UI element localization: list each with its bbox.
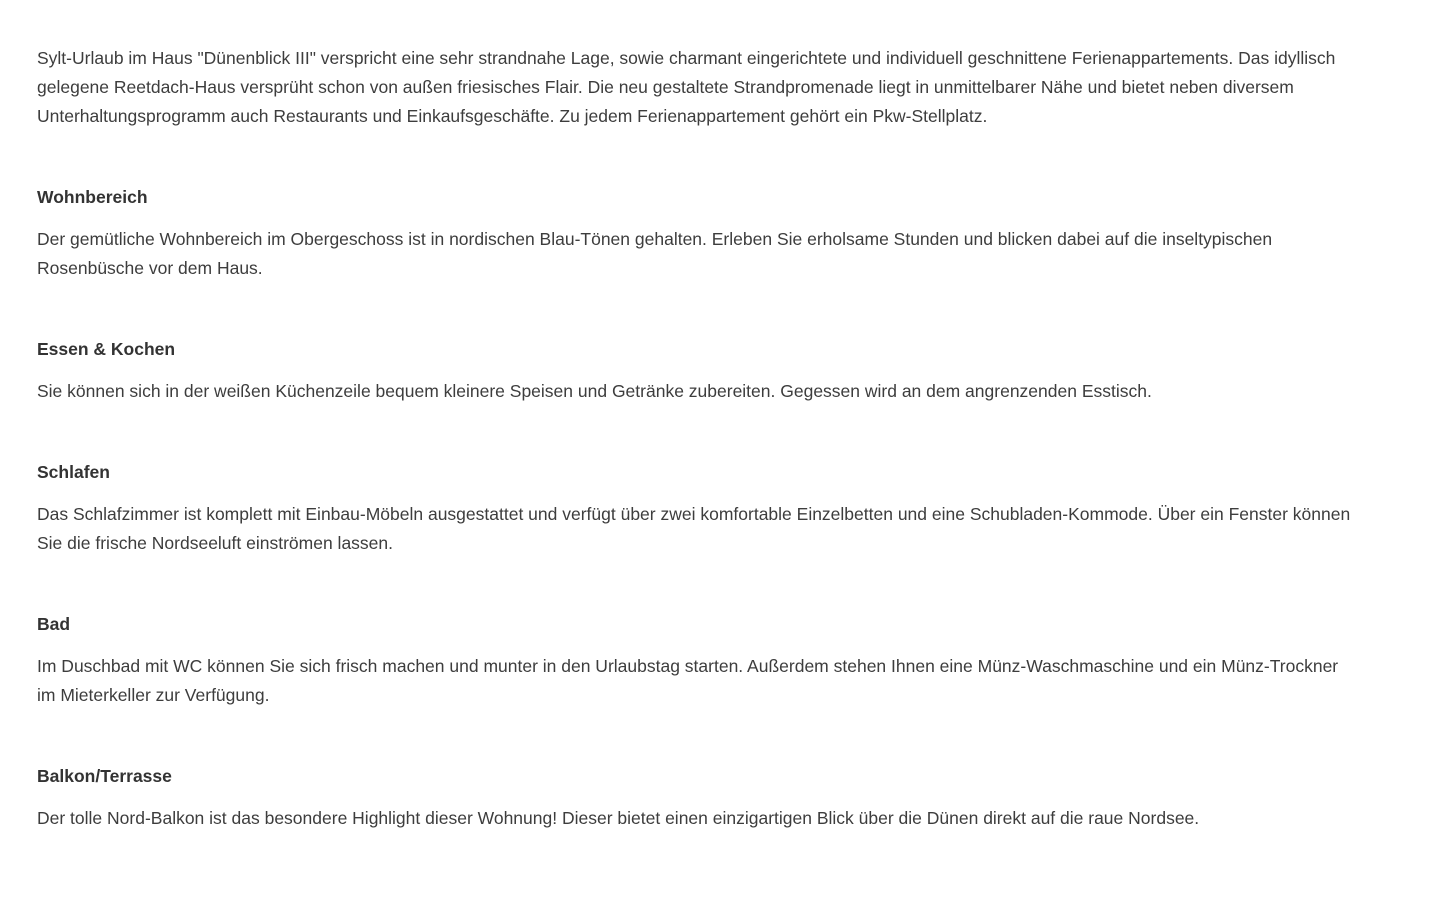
section-paragraph-wohnbereich: Der gemütliche Wohnbereich im Obergeschoss ist in nordischen Blau-Tönen gehalten. Erleben Sie erholsame Stunden und blicken dabei auf die inseltypischen Rosenbüsche vor dem Haus. xyxy=(37,229,1273,278)
section-paragraph-balkon-terrasse: Der tolle Nord-Balkon ist das besondere Highlight dieser Wohnung! Dieser bietet einen einzigartigen Blick über die Dünen direkt auf die raue Nordsee. xyxy=(37,808,1200,828)
section-heading-schlafen: Schlafen xyxy=(37,462,110,482)
section-wohnbereich xyxy=(37,183,1356,283)
section-heading-wohnbereich: Wohnbereich xyxy=(37,187,148,207)
section-bad xyxy=(37,610,1356,710)
section-paragraph-schlafen: Das Schlafzimmer ist komplett mit Einbau-Möbeln ausgestattet und verfügt über zwei komfortable Einzelbetten und eine Schubladen-Kommode. Über ein Fenster können Sie die frische Nordseeluft einströmen lassen. xyxy=(37,504,1351,553)
section-heading-bad: Bad xyxy=(37,614,71,634)
section-essen-kochen xyxy=(37,335,1356,406)
section-paragraph-bad: Im Duschbad mit WC können Sie sich frisch machen und munter in den Urlaubstag starten. Außerdem stehen Ihnen eine Münz-Waschmaschine und ein Münz-Trockner im Mieterkeller zur Verfügung. xyxy=(37,656,1339,705)
section-schlafen xyxy=(37,458,1356,558)
intro-paragraph: Sylt-Urlaub im Haus "Dünenblick III" verspricht eine sehr strandnahe Lage, sowie charmant eingerichtete und individuell geschnittene Ferienappartements. Das idyllisch gelegene Reetdach-Haus versprüht schon von außen friesisches Flair. Die neu gestaltete Strandpromenade liegt in unmittelbarer Nähe und bietet neben diversem Unterhaltungsprogramm auch Restaurants und Einkaufsgeschäfte. Zu jedem Ferienappartement gehört ein Pkw-Stellplatz. xyxy=(37,48,1336,126)
section-balkon-terrasse xyxy=(37,762,1356,833)
section-heading-balkon-terrasse: Balkon/Terrasse xyxy=(37,766,172,786)
section-heading-essen-kochen: Essen & Kochen xyxy=(37,339,176,359)
section-paragraph-essen-kochen: Sie können sich in der weißen Küchenzeile bequem kleinere Speisen und Getränke zubereiten. Gegessen wird an dem angrenzenden Esstisch. xyxy=(37,381,1152,401)
